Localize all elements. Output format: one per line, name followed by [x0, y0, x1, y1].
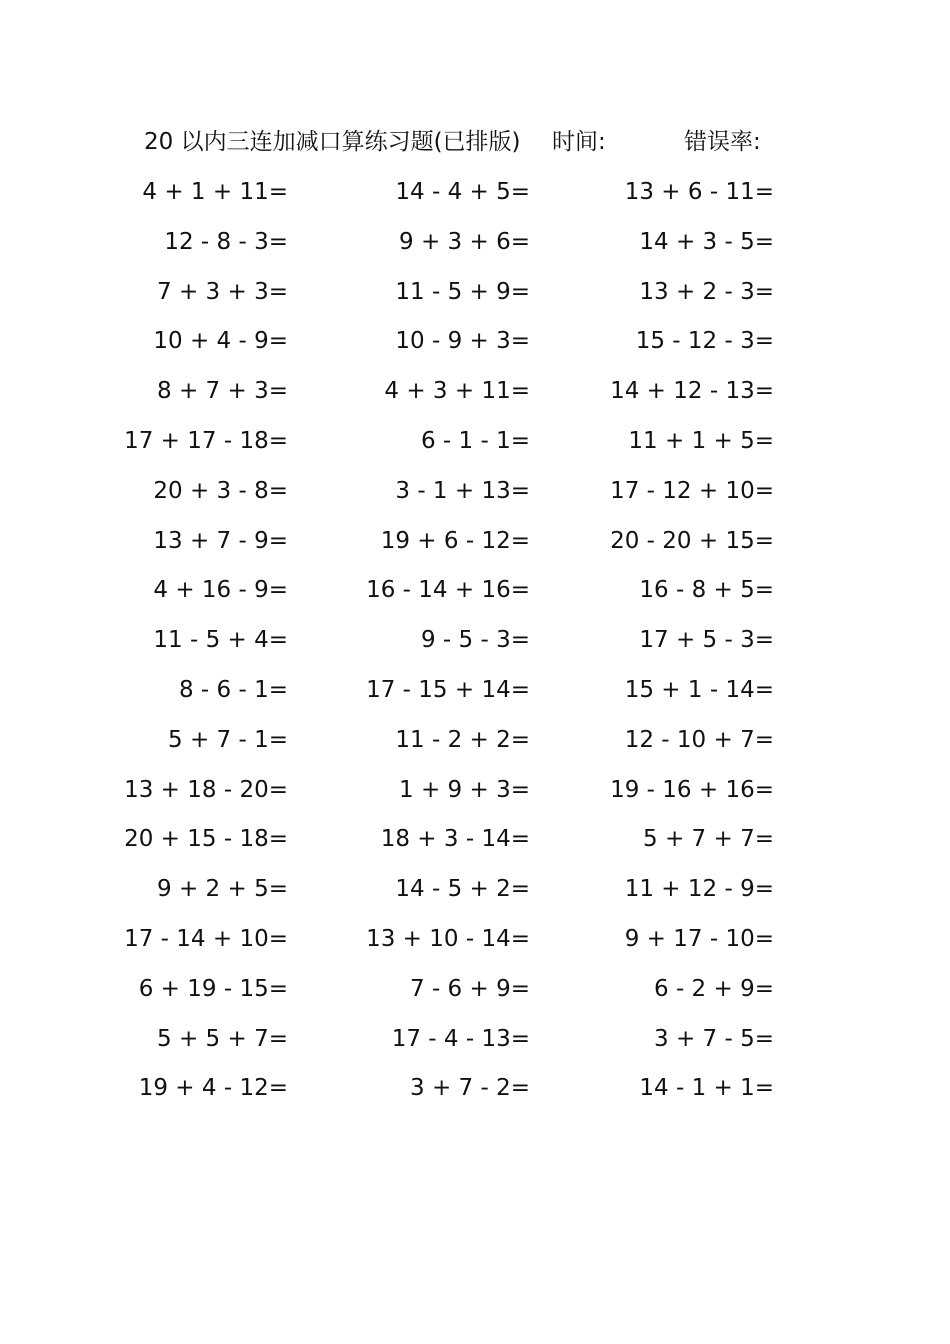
arithmetic-problem: 18 + 3 - 14=	[380, 826, 530, 853]
arithmetic-problem: 9 + 3 + 6=	[399, 228, 530, 255]
arithmetic-problem: 3 - 1 + 13=	[395, 477, 530, 504]
problem-row	[0, 371, 950, 421]
arithmetic-problem: 11 - 2 + 2=	[395, 726, 530, 753]
arithmetic-problem: 13 + 7 - 9=	[153, 527, 288, 554]
problem-row	[0, 1068, 950, 1118]
arithmetic-problem: 16 - 14 + 16=	[366, 577, 530, 604]
problem-grid	[0, 172, 950, 1118]
arithmetic-problem: 11 - 5 + 9=	[395, 278, 530, 305]
problem-row	[0, 819, 950, 869]
problem-row	[0, 720, 950, 770]
arithmetic-problem: 13 + 2 - 3=	[639, 278, 774, 305]
arithmetic-problem: 9 - 5 - 3=	[420, 627, 530, 654]
problem-row	[0, 471, 950, 521]
arithmetic-problem: 6 + 19 - 15=	[138, 975, 288, 1002]
arithmetic-problem: 13 + 18 - 20=	[124, 776, 288, 803]
problem-row	[0, 570, 950, 620]
arithmetic-problem: 11 - 5 + 4=	[153, 627, 288, 654]
arithmetic-problem: 3 + 7 - 2=	[410, 1075, 530, 1102]
problem-row	[0, 1019, 950, 1069]
worksheet-header	[0, 124, 950, 160]
arithmetic-problem: 4 + 1 + 11=	[142, 179, 288, 205]
arithmetic-problem: 8 + 7 + 3=	[157, 378, 288, 405]
arithmetic-problem: 7 + 3 + 3=	[157, 278, 288, 305]
arithmetic-problem: 5 + 5 + 7=	[157, 1025, 288, 1052]
arithmetic-problem: 10 - 9 + 3=	[395, 328, 530, 355]
problem-row	[0, 770, 950, 820]
arithmetic-problem: 11 + 12 - 9=	[624, 876, 774, 903]
problem-row	[0, 321, 950, 371]
arithmetic-problem: 12 - 8 - 3=	[164, 228, 288, 255]
arithmetic-problem: 16 - 8 + 5=	[639, 577, 774, 604]
arithmetic-problem: 17 - 12 + 10=	[610, 477, 774, 504]
arithmetic-problem: 17 - 4 - 13=	[391, 1025, 530, 1052]
arithmetic-problem: 4 + 16 - 9=	[153, 577, 288, 604]
arithmetic-problem: 17 + 17 - 18=	[124, 427, 288, 454]
arithmetic-problem: 20 + 15 - 18=	[124, 826, 288, 853]
page-title: 20 以内三连加减口算练习题(已排版)	[144, 129, 521, 155]
problem-row	[0, 172, 950, 222]
arithmetic-problem: 7 - 6 + 9=	[410, 975, 530, 1002]
arithmetic-problem: 17 - 15 + 14=	[366, 676, 530, 703]
arithmetic-problem: 6 - 2 + 9=	[654, 975, 774, 1002]
error-rate-label: 错误率:	[684, 129, 761, 155]
arithmetic-problem: 14 + 12 - 13=	[610, 378, 774, 405]
arithmetic-problem: 5 + 7 - 1=	[168, 726, 288, 753]
arithmetic-problem: 14 - 1 + 1=	[639, 1075, 774, 1102]
problem-row	[0, 521, 950, 571]
problem-row	[0, 670, 950, 720]
arithmetic-problem: 14 + 3 - 5=	[639, 228, 774, 255]
arithmetic-problem: 17 - 14 + 10=	[124, 925, 288, 952]
arithmetic-problem: 10 + 4 - 9=	[153, 328, 288, 355]
arithmetic-problem: 5 + 7 + 7=	[643, 826, 774, 853]
arithmetic-problem: 9 + 2 + 5=	[157, 876, 288, 903]
arithmetic-problem: 19 + 6 - 12=	[380, 527, 530, 554]
arithmetic-problem: 3 + 7 - 5=	[654, 1025, 774, 1052]
problem-row	[0, 222, 950, 272]
arithmetic-problem: 19 - 16 + 16=	[610, 776, 774, 803]
arithmetic-problem: 12 - 10 + 7=	[624, 726, 774, 753]
arithmetic-problem: 1 + 9 + 3=	[399, 776, 530, 803]
arithmetic-problem: 14 - 5 + 2=	[395, 876, 530, 903]
arithmetic-problem: 6 - 1 - 1=	[420, 427, 530, 454]
arithmetic-problem: 15 + 1 - 14=	[624, 676, 774, 703]
arithmetic-problem: 8 - 6 - 1=	[178, 676, 288, 703]
problem-row	[0, 272, 950, 322]
arithmetic-problem: 19 + 4 - 12=	[138, 1075, 288, 1102]
problem-row	[0, 969, 950, 1019]
arithmetic-problem: 11 + 1 + 5=	[628, 427, 774, 454]
arithmetic-problem: 14 - 4 + 5=	[395, 179, 530, 205]
problem-row	[0, 620, 950, 670]
arithmetic-problem: 20 - 20 + 15=	[610, 527, 774, 554]
arithmetic-problem: 9 + 17 - 10=	[624, 925, 774, 952]
arithmetic-problem: 15 - 12 - 3=	[635, 328, 774, 355]
arithmetic-problem: 17 + 5 - 3=	[639, 627, 774, 654]
arithmetic-problem: 13 + 6 - 11=	[624, 179, 774, 205]
time-label: 时间:	[552, 129, 606, 155]
problem-row	[0, 869, 950, 919]
arithmetic-problem: 13 + 10 - 14=	[366, 925, 530, 952]
problem-row	[0, 919, 950, 969]
problem-row	[0, 421, 950, 471]
arithmetic-problem: 20 + 3 - 8=	[153, 477, 288, 504]
arithmetic-problem: 4 + 3 + 11=	[384, 378, 530, 405]
